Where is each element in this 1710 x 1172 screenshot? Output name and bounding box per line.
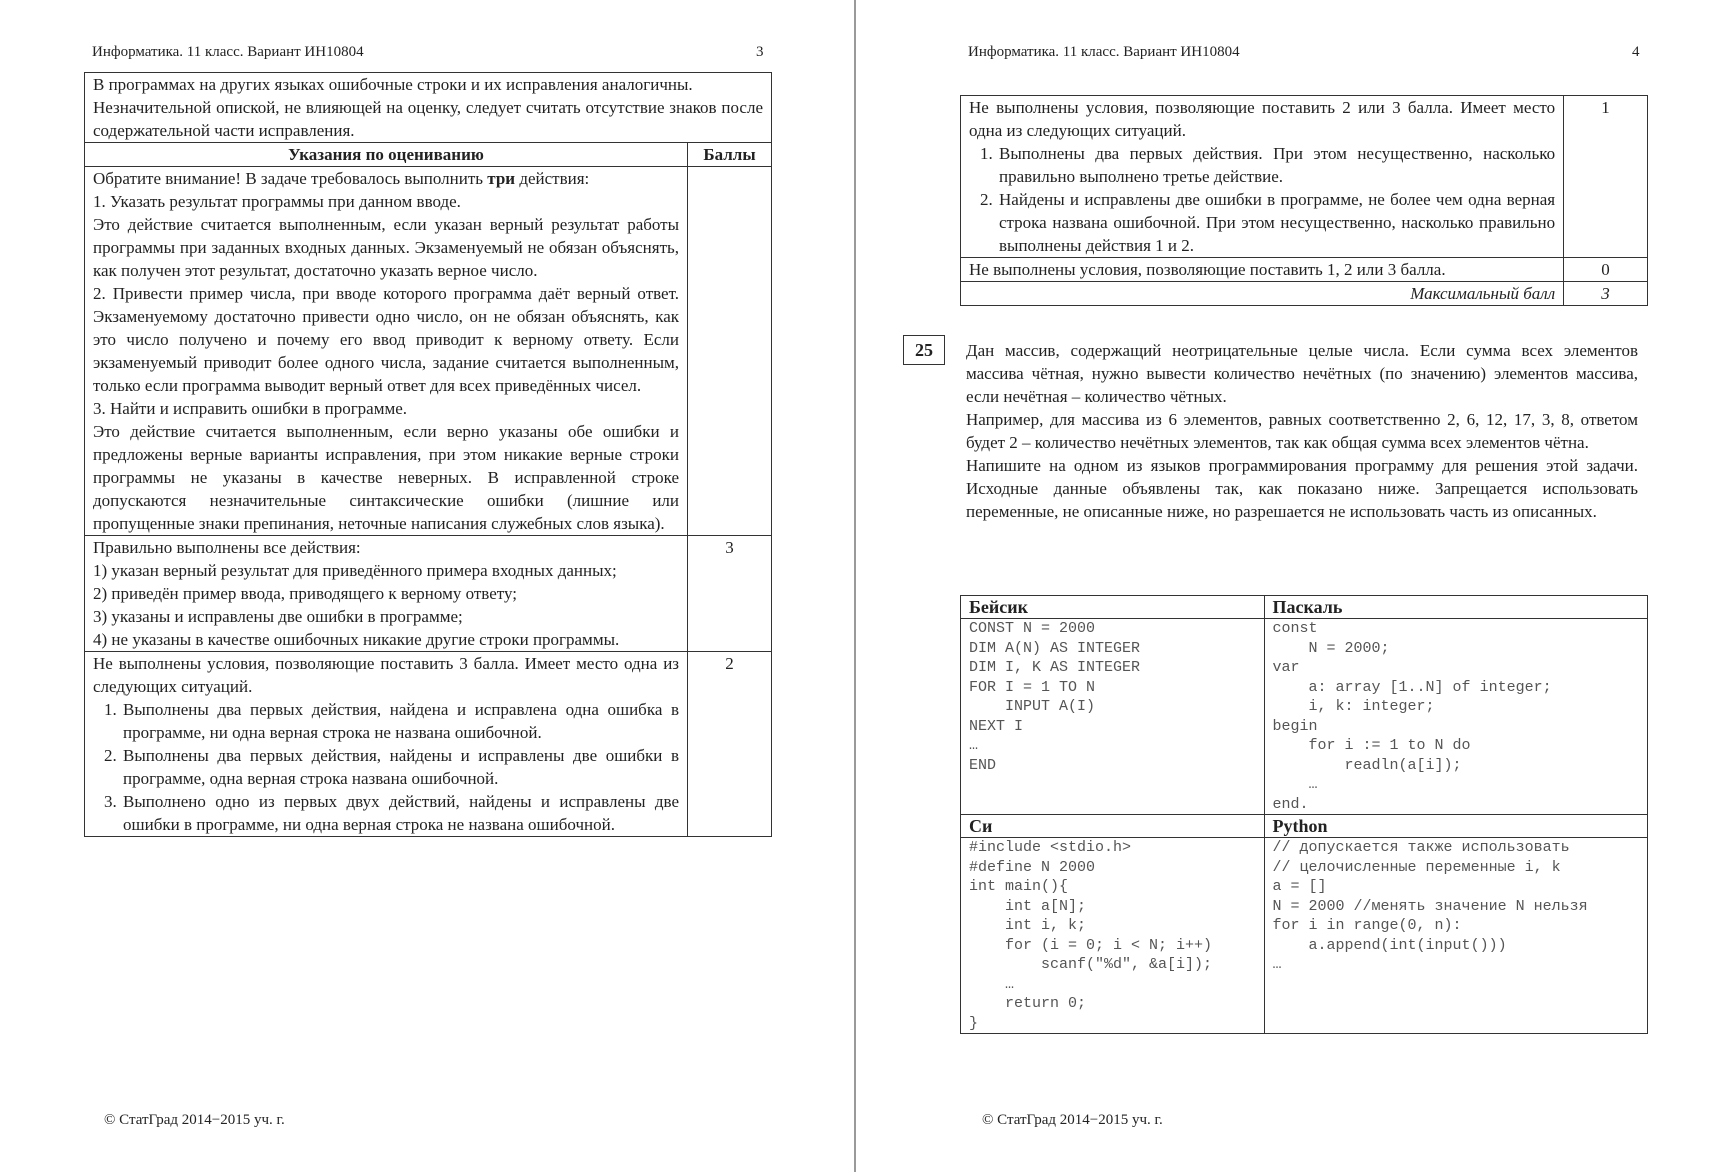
list-item-text: не указаны в качестве ошибочных никакие другие строки программы. [111, 630, 620, 649]
code-table [960, 595, 1648, 1034]
max-score-row [961, 282, 1648, 306]
score-2-lead: Не выполнены условия, позволяющие поставить 3 балла. Имеет место одна из следующих ситуаций. [93, 654, 680, 696]
code-lang-row [961, 596, 1648, 619]
score-1-points: 1 [1564, 96, 1648, 258]
attention-text: Обратите внимание! В задаче требовалось выполнить [93, 169, 488, 188]
c-title: Си [961, 815, 1265, 838]
grading-table [84, 72, 772, 837]
list-marker: 1) [93, 561, 112, 580]
score-3-list [93, 559, 679, 651]
notes-cell [85, 167, 688, 536]
list-marker: 2) [93, 584, 112, 603]
list-item [93, 559, 679, 582]
attention-text-end: действия: [515, 169, 590, 188]
list-item: 1. Выполнены два первых действия, найдена и исправлена одна ошибка в программе, ни одна верная строка не названа ошибочной. [121, 698, 679, 744]
basic-title: Бейсик [961, 596, 1265, 619]
note-paragraph: 3. Найти и исправить ошибки в программе. [93, 399, 408, 418]
note-paragraph: Это действие считается выполненным, если указан верный результат работы программы при заданных входных данных. Экзаменуемый не обязан объяснять, как получен этот результат, достаточно указать верное число. [93, 215, 680, 280]
grading-table-continued [960, 95, 1648, 306]
code-row [961, 838, 1648, 1034]
pascal-code: const N = 2000; var a: array [1..N] of integer; i, k: integer; begin for i := 1 to N do readln(a[i]); … end. [1264, 619, 1647, 815]
max-score-points: 3 [1564, 282, 1648, 306]
score-1-lead: Не выполнены условия, позволяющие поставить 2 или 3 балла. Имеет место одна из следующих ситуаций. [969, 98, 1556, 140]
score-3-points: 3 [688, 536, 772, 652]
list-item-text: указаны и исправлены две ошибки в программе; [111, 607, 463, 626]
score-1-criteria [961, 96, 1564, 258]
score-2-criteria [85, 652, 688, 837]
attention-line [93, 167, 679, 190]
task-paragraph: Дан массив, содержащий неотрицательные целые числа. Если сумма всех элементов массива чётная, нужно вывести количество нечётных (по значению) элементов массива, если нечётная – количество чётных. [966, 341, 1638, 406]
list-item: 3. Выполнено одно из первых двух действий, найдены и исправлены две ошибки в программе, ни одна верная строка не названа ошибочной. [121, 790, 679, 836]
list-item-text: приведён пример ввода, приводящего к верному ответу; [111, 584, 517, 603]
score-0-points: 0 [1564, 258, 1648, 282]
list-item: 2. Выполнены два первых действия, найдены и исправлены две ошибки в программе, одна верная строка названа ошибочной. [121, 744, 679, 790]
list-marker: 4) [93, 630, 112, 649]
points-header: Баллы [688, 143, 772, 167]
note-paragraph: 1. Указать результат программы при данном вводе. [93, 192, 461, 211]
max-score-label: Максимальный балл [961, 282, 1564, 306]
list-marker: 3) [93, 607, 112, 626]
page-footer: © СтатГрад 2014−2015 уч. г. [104, 1112, 285, 1128]
intro-row [85, 73, 772, 143]
notes-points-cell [688, 167, 772, 536]
score-0-criteria: Не выполнены условия, позволяющие поставить 1, 2 или 3 балла. [961, 258, 1564, 282]
score-3-row [85, 536, 772, 652]
python-code: // допускается также использовать // целочисленные переменные i, k a = [] N = 2000 //менять значение N нельзя for i in range(0, n): a.append(int(input())) … [1264, 838, 1647, 1034]
note-paragraph: 2. Привести пример числа, при вводе которого программа даёт верный ответ. Экзаменуемому достаточно привести одно число, он не обязан объяснять, как это число получено и почему его ввод приводит к верному ответу. Если экзаменуемый приводит более одного числа, задание считается выполненным, только если программа выводит верный ответ для всех приведённых чисел. [93, 284, 680, 395]
page-number: 3 [756, 44, 764, 60]
list-item-text: указан верный результат для приведённого примера входных данных; [111, 561, 617, 580]
code-lang-row [961, 815, 1648, 838]
score-2-list [93, 698, 679, 836]
score-2-points: 2 [688, 652, 772, 837]
task-paragraph: Напишите на одном из языков программирования программу для решения этой задачи. Исходные данные объявлены так, как показано ниже. Запрещается использовать переменные, не описанные ниже, но разрешается не использовать часть из описанных. [966, 456, 1638, 521]
page-footer: © СтатГрад 2014−2015 уч. г. [982, 1112, 1163, 1128]
list-item [93, 582, 679, 605]
intro-cell [85, 73, 772, 143]
attention-bold: три [487, 169, 516, 188]
intro-line: Незначительной опиской, не влияющей на оценку, следует считать отсутствие знаков после содержательной части исправления. [93, 98, 763, 140]
notes-row [85, 167, 772, 536]
page-header: Информатика. 11 класс. Вариант ИН10804 [92, 44, 364, 60]
score-3-criteria [85, 536, 688, 652]
score-0-row [961, 258, 1648, 282]
intro-line: В программах на других языках ошибочные строки и их исправления аналогичны. [93, 75, 693, 94]
list-item [93, 605, 679, 628]
c-code: #include <stdio.h> #define N 2000 int main(){ int a[N]; int i, k; for (i = 0; i < N; i++) scanf("%d", &a[i]); … return 0; } [961, 838, 1265, 1034]
table-header-row [85, 143, 772, 167]
score-1-list [969, 142, 1555, 257]
page-number: 4 [1632, 44, 1640, 60]
page-header: Информатика. 11 класс. Вариант ИН10804 [968, 44, 1240, 60]
task-number-box: 25 [903, 335, 945, 365]
list-item: 2. Найдены и исправлены две ошибки в программе, не более чем одна верная строка названа ошибочной. При этом несущественно, насколько правильно выполнены действия 1 и 2. [997, 188, 1555, 257]
criteria-header: Указания по оцениванию [85, 143, 688, 167]
score-1-row [961, 96, 1648, 258]
note-paragraph: Это действие считается выполненным, если верно указаны обе ошибки и предложены верные варианты исправления, при этом никакие верные строки программы не указаны в качестве неверных. В исправленной строке допускаются незначительные синтаксические ошибки (лишние или пропущенные знаки препинания, неточные написания служебных слов языка). [93, 422, 680, 533]
basic-code: CONST N = 2000 DIM A(N) AS INTEGER DIM I, K AS INTEGER FOR I = 1 TO N INPUT A(I) NEXT I … END [961, 619, 1265, 815]
python-title: Python [1264, 815, 1647, 838]
score-2-row [85, 652, 772, 837]
score-3-lead: Правильно выполнены все действия: [93, 538, 361, 557]
list-item: 1. Выполнены два первых действия. При этом несущественно, насколько правильно выполнено третье действие. [997, 142, 1555, 188]
task-text [966, 339, 1638, 523]
pascal-title: Паскаль [1264, 596, 1647, 619]
code-row [961, 619, 1648, 815]
list-item [93, 628, 679, 651]
task-paragraph: Например, для массива из 6 элементов, равных соответственно 2, 6, 12, 17, 3, 8, ответом будет 2 – количество нечётных элементов, так как общая сумма всех элементов чётна. [966, 410, 1638, 452]
